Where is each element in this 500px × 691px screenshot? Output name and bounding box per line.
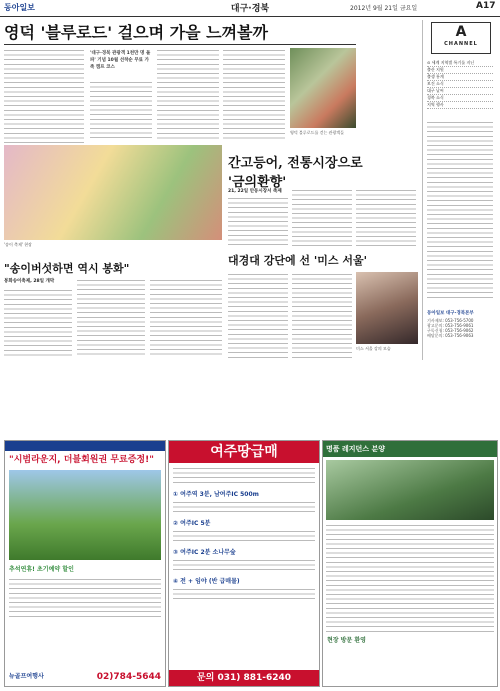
- article1-headline: 영덕 '블루로드' 걸으며 가을 느껴볼까: [4, 23, 268, 42]
- channel-title: CHANNEL: [444, 41, 478, 47]
- channel-label: A: [455, 24, 467, 40]
- festival-photo: [4, 145, 222, 240]
- newspaper-brand: 동아일보: [4, 3, 35, 12]
- article1-photo: [290, 48, 356, 128]
- ad-right-sub: 현장 방문 환영: [327, 637, 366, 644]
- contact-box: 동아일보 대구·경북본부 기사제보: 053-756-5700 광고문의: 053-756-9061 구독신청: 053-756-9062 배달문의: 053-756-9063: [427, 311, 474, 338]
- list-item: 보건 소식: [427, 81, 493, 88]
- right-sidebar: [422, 20, 497, 360]
- ad-left-phone: 02)784-5644: [96, 672, 161, 682]
- page-header: [0, 0, 500, 17]
- issue-date: 2012년 9월 21일 금요일: [350, 5, 418, 12]
- ad-left-title: "시범라운지, 더블회원권 무료증정!": [9, 455, 154, 465]
- channel-box: [431, 22, 491, 54]
- ad-left-brand: 뉴골프여행사: [9, 673, 44, 680]
- article4-subhead: 봉화송이축제, 28일 개막: [4, 279, 55, 284]
- list-item: 출산 지원: [427, 67, 493, 74]
- list-item: 출생 통계: [427, 74, 493, 81]
- article1-caption: 영덕 블루로드를 걷는 관광객들: [290, 130, 345, 135]
- article4-headline: "송이버섯하면 역시 봉화": [4, 262, 130, 275]
- ad-mid-phone: 문의 031) 881-6240: [169, 670, 319, 686]
- article3-photo: [356, 272, 418, 344]
- ad-right-title: 명품 레지던스 분양: [323, 441, 497, 457]
- article3-caption: 미스 서울 강의 모습: [356, 346, 391, 351]
- list-item: 지역 행사: [427, 102, 493, 109]
- sidebar-list: [427, 60, 493, 109]
- yeoju-land-ad[interactable]: 여주땅급매 ① 여주역 3분, 남여주IC 500m ② 여주IC 5분 ③ 여주IC 2분 소나무숲 ④ 전 + 임야 (반 급매물) 문의 031) 881-6240: [168, 440, 320, 687]
- list-item: 경북 소식: [427, 95, 493, 102]
- residence-ad[interactable]: [322, 440, 498, 687]
- article3-headline: 대경대 강단에 선 '미스 서울': [228, 254, 367, 267]
- section-title: 대구·경북: [230, 4, 270, 14]
- article2-subhead: 21, 22일 안동시장서 축제: [228, 189, 282, 194]
- list-item: 대구 날씨: [427, 88, 493, 95]
- article1-subhead: '대구·경북 관광객 1천만 명 돌파' 기념 10월 선착순 무료 가족 캠프 코스: [90, 51, 151, 70]
- page-number: A17: [476, 1, 496, 11]
- ad-left-sub: 추석연휴! 초기예약 할인: [9, 566, 74, 573]
- article2-headline: 간고등어, 전통시장으로 '금의환향': [228, 156, 363, 190]
- list-item: ⊙ 세계 지역별 특기를 지닌: [427, 60, 493, 67]
- festival-photo-caption: '송이 축제' 현장: [4, 242, 32, 247]
- ad-mid-title: 여주땅급매: [169, 441, 319, 463]
- golf-travel-ad[interactable]: [4, 440, 166, 687]
